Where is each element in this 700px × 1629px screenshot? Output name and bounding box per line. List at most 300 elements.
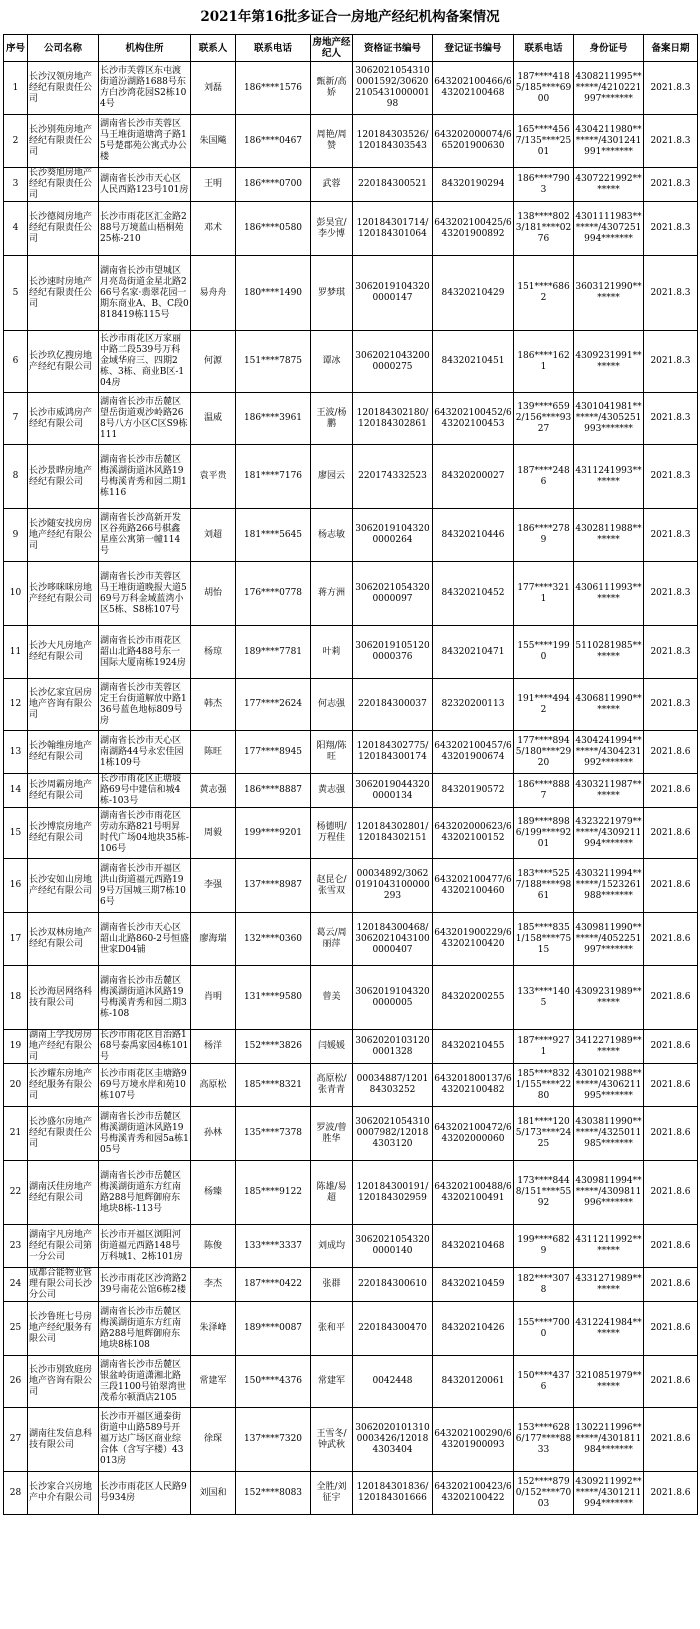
cell-no: 24 — [4, 1268, 28, 1302]
cell-agent-phone: 155****1990 — [514, 626, 574, 679]
table-row — [4, 966, 698, 1030]
cell-no: 1 — [4, 62, 28, 115]
cell-address: 湖南省长沙市望城区月亮岛街道金星北路266号名家·翡翠花园一期东商业A、B、C段0818419栋115号 — [99, 256, 191, 331]
cell-no: 27 — [4, 1408, 28, 1472]
table-row — [4, 445, 698, 509]
cell-company: 长沙海居网络科技有限公司 — [28, 966, 99, 1030]
cell-reg: 643202100466/643202100468 — [433, 62, 514, 115]
cell-address: 长沙市开福区通泰街街道中山路589号开福万达广场区商业综合体（含写字楼）43013房 — [99, 1408, 191, 1472]
cell-address: 湖南省长沙市岳麓区银盆岭街道潇湘北路三段1100号铂翠湾世茂希尔顿酒店2105 — [99, 1356, 191, 1408]
cell-no: 21 — [4, 1107, 28, 1161]
cell-company: 湖南上学找房房地产经纪有限公司 — [28, 1030, 99, 1064]
cell-phone: 185****9122 — [236, 1161, 311, 1225]
cell-agent: 黄志强 — [311, 774, 353, 808]
cell-company: 长沙德阅房地产经纪有限责任公司 — [28, 202, 99, 256]
cell-agent-phone: 181****1205/173****2425 — [514, 1107, 574, 1161]
cell-contact: 肖明 — [191, 966, 236, 1030]
cell-reg: 643202000623/643202100152 — [433, 808, 514, 859]
cell-contact: 邓术 — [191, 202, 236, 256]
cell-id: 4308211995*******/4210221997******* — [574, 62, 644, 115]
cell-phone: 189****7781 — [236, 626, 311, 679]
cell-no: 19 — [4, 1030, 28, 1064]
cell-date: 2021.8.3 — [644, 168, 698, 202]
cell-agent: 谭冰 — [311, 331, 353, 393]
table-row — [4, 1268, 698, 1302]
cell-no: 12 — [4, 679, 28, 731]
table-row — [4, 256, 698, 331]
cell-agent: 蒋方洲 — [311, 562, 353, 626]
table-row — [4, 509, 698, 562]
cell-contact: 刘国和 — [191, 1472, 236, 1515]
cell-company: 湖南沃佳房地产经纪有限公司 — [28, 1161, 99, 1225]
cell-id: 4311241993******* — [574, 445, 644, 509]
cell-agent: 罗梦琪 — [311, 256, 353, 331]
cell-address: 湖南省长沙市天心区人民西路123号101房 — [99, 168, 191, 202]
cell-agent-phone: 139****6592/156****9327 — [514, 393, 574, 445]
cell-phone: 177****8945 — [236, 731, 311, 774]
cell-no: 17 — [4, 913, 28, 966]
cell-agent: 刘成均 — [311, 1225, 353, 1268]
cell-no: 23 — [4, 1225, 28, 1268]
cell-contact: 袁平贵 — [191, 445, 236, 509]
table-row — [4, 1030, 698, 1064]
cell-date: 2021.8.6 — [644, 859, 698, 913]
cell-phone: 137****7320 — [236, 1408, 311, 1472]
cell-id: 4304211980*******/4301241991******* — [574, 115, 644, 168]
cell-agent: 全胜/刘征宇 — [311, 1472, 353, 1515]
cell-date: 2021.8.6 — [644, 731, 698, 774]
cell-company: 长沙汉领房地产经纪有限责任公司 — [28, 62, 99, 115]
cell-agent-phone: 199****6829 — [514, 1225, 574, 1268]
cell-reg: 643202000074/665201900630 — [433, 115, 514, 168]
cell-date: 2021.8.3 — [644, 562, 698, 626]
cell-id: 4301041981*******/4305251993******* — [574, 393, 644, 445]
cell-agent-phone: 186****2789 — [514, 509, 574, 562]
cell-company: 湖南往发信息科技有限公司 — [28, 1408, 99, 1472]
header-phone: 联系电话 — [236, 35, 311, 62]
cell-cert: 120184302775/120184300174 — [353, 731, 433, 774]
cell-company: 长沙双林房地产经纪有限公司 — [28, 913, 99, 966]
cell-contact: 易舟舟 — [191, 256, 236, 331]
header-agent-phone: 联系电话 — [514, 35, 574, 62]
table-row — [4, 115, 698, 168]
cell-agent: 陈雄/易超 — [311, 1161, 353, 1225]
cell-date: 2021.8.6 — [644, 1161, 698, 1225]
table-row — [4, 1107, 698, 1161]
cell-address: 湖南省长沙市芙蓉区定王台街道解放中路136号蓝色地标809号房 — [99, 679, 191, 731]
cell-date: 2021.8.3 — [644, 256, 698, 331]
cell-no: 4 — [4, 202, 28, 256]
cell-agent: 张群 — [311, 1268, 353, 1302]
cell-cert: 30620210543100001592/30620210543100000198 — [353, 62, 433, 115]
cell-company: 长沙周霸房地产经纪有限公司 — [28, 774, 99, 808]
cell-agent: 常建军 — [311, 1356, 353, 1408]
table-row — [4, 393, 698, 445]
cell-contact: 杨臻 — [191, 1161, 236, 1225]
cell-address: 长沙市雨花区正塘坡路69号中建信和城4栋-103号 — [99, 774, 191, 808]
cell-phone: 186****0580 — [236, 202, 311, 256]
cell-contact: 杨洋 — [191, 1030, 236, 1064]
cell-date: 2021.8.3 — [644, 115, 698, 168]
cell-company: 长沙大凡房地产经纪有限公司 — [28, 626, 99, 679]
cell-company: 长沙安如山房地产经纪有限公司 — [28, 859, 99, 913]
cell-date: 2021.8.6 — [644, 1030, 698, 1064]
cell-no: 11 — [4, 626, 28, 679]
cell-date: 2021.8.6 — [644, 1408, 698, 1472]
cell-agent: 周艳/周赞 — [311, 115, 353, 168]
cell-address: 长沙市雨花区万家丽中路二段539号万科金域华府三、四期2栋、3栋、商业B区-104房 — [99, 331, 191, 393]
cell-agent-phone: 151****6862 — [514, 256, 574, 331]
cell-phone: 151****7875 — [236, 331, 311, 393]
cell-no: 28 — [4, 1472, 28, 1515]
cell-cert: 30620210432000000275 — [353, 331, 433, 393]
cell-company: 长沙市威鸿房产经纪有限公司 — [28, 393, 99, 445]
cell-agent: 曾美 — [311, 966, 353, 1030]
cell-company: 长沙玖亿搜房地产经纪有限公司 — [28, 331, 99, 393]
cell-reg: 84320210471 — [433, 626, 514, 679]
cell-id: 4306811990******* — [574, 679, 644, 731]
cell-reg: 84320210459 — [433, 1268, 514, 1302]
cell-phone: 180****1490 — [236, 256, 311, 331]
cell-contact: 韩杰 — [191, 679, 236, 731]
cell-phone: 187****0422 — [236, 1268, 311, 1302]
cell-reg: 643202100290/643201900093 — [433, 1408, 514, 1472]
cell-cert: 30620201031200001328 — [353, 1030, 433, 1064]
cell-no: 16 — [4, 859, 28, 913]
cell-reg: 84320190294 — [433, 168, 514, 202]
header-reg: 登记证书编号 — [433, 35, 514, 62]
cell-agent-phone: 152****8790/152****7003 — [514, 1472, 574, 1515]
cell-agent-phone: 138****8023/181****0276 — [514, 202, 574, 256]
cell-address: 湖南省长沙市开福区洪山街道福元西路199号万国城三期7栋106号 — [99, 859, 191, 913]
cell-agent-phone: 173****8448/151****5592 — [514, 1161, 574, 1225]
cell-agent: 高原松/张青青 — [311, 1064, 353, 1107]
cell-agent: 王雪冬/钟武秋 — [311, 1408, 353, 1472]
cell-id: 4301111983*******/4307251994******* — [574, 202, 644, 256]
cell-cert: 30620191051200000376 — [353, 626, 433, 679]
cell-reg: 643201800137/643202100482 — [433, 1064, 514, 1107]
cell-id: 4309231989******* — [574, 966, 644, 1030]
cell-company: 长沙翰维房地产经纪有限公司 — [28, 731, 99, 774]
cell-agent-phone: 189****8986/199****9201 — [514, 808, 574, 859]
header-id: 身份证号 — [574, 35, 644, 62]
cell-company: 长沙随安找房房地产经纪有限公司 — [28, 509, 99, 562]
table-row — [4, 62, 698, 115]
cell-cert: 30620191043200000147 — [353, 256, 433, 331]
cell-reg: 643201900229/643202100420 — [433, 913, 514, 966]
cell-contact: 李杰 — [191, 1268, 236, 1302]
cell-contact: 杨琼 — [191, 626, 236, 679]
cell-contact: 周毅 — [191, 808, 236, 859]
cell-company: 长沙市别致庭房地产咨询有限公司 — [28, 1356, 99, 1408]
cell-id: 4311211992******* — [574, 1225, 644, 1268]
cell-id: 4312241984******* — [574, 1302, 644, 1356]
cell-id: 3412271989******* — [574, 1030, 644, 1064]
cell-reg: 84320210451 — [433, 331, 514, 393]
cell-cert: 120184302180/120184302861 — [353, 393, 433, 445]
cell-date: 2021.8.3 — [644, 679, 698, 731]
cell-id: 4303211994*******/1523261988******* — [574, 859, 644, 913]
cell-company: 长沙博宸房地产经纪有限公司 — [28, 808, 99, 859]
cell-reg: 643202100457/643201900674 — [433, 731, 514, 774]
cell-no: 25 — [4, 1302, 28, 1356]
cell-cert: 00034887/120184303252 — [353, 1064, 433, 1107]
cell-reg: 643202100477/643202100460 — [433, 859, 514, 913]
table-row — [4, 731, 698, 774]
cell-id: 4303211987******* — [574, 774, 644, 808]
cell-contact: 高原松 — [191, 1064, 236, 1107]
cell-contact: 朱泽峰 — [191, 1302, 236, 1356]
cell-cert: 30620191043200000264 — [353, 509, 433, 562]
cell-address: 长沙市开福区浏阳河街道福元西路148号万科城1、2栋101房 — [99, 1225, 191, 1268]
cell-agent: 廖园云 — [311, 445, 353, 509]
cell-cert: 220184300521 — [353, 168, 433, 202]
cell-id: 4309811990*******/4052251997******* — [574, 913, 644, 966]
cell-phone: 131****9580 — [236, 966, 311, 1030]
cell-agent-phone: 186****1621 — [514, 331, 574, 393]
cell-company: 长沙家合兴房地产中介有限公司 — [28, 1472, 99, 1515]
cell-address: 长沙市芙蓉区东屯渡街道汾湖路1688号东方白沙湾花园S2栋104号 — [99, 62, 191, 115]
cell-date: 2021.8.3 — [644, 626, 698, 679]
cell-no: 13 — [4, 731, 28, 774]
cell-date: 2021.8.6 — [644, 913, 698, 966]
cell-id: 4307221992******* — [574, 168, 644, 202]
table-row — [4, 1225, 698, 1268]
cell-cert: 30620210543100007982/120184303120 — [353, 1107, 433, 1161]
cell-contact: 孙林 — [191, 1107, 236, 1161]
page-title: 2021年第16批多证合一房地产经纪机构备案情况 — [200, 9, 500, 25]
cell-agent: 彭昊宜/李少博 — [311, 202, 353, 256]
cell-phone: 186****0467 — [236, 115, 311, 168]
cell-reg: 84320210452 — [433, 562, 514, 626]
cell-date: 2021.8.3 — [644, 393, 698, 445]
cell-agent-phone: 185****8351/158****7515 — [514, 913, 574, 966]
cell-id: 4302811988******* — [574, 509, 644, 562]
cell-cert: 120184300191/120184302959 — [353, 1161, 433, 1225]
cell-company: 湖南宇凡房地产经纪有限公司第一分公司 — [28, 1225, 99, 1268]
header-agent: 房地产经纪人 — [311, 35, 353, 62]
cell-agent-phone: 133****1405 — [514, 966, 574, 1030]
cell-phone: 181****7176 — [236, 445, 311, 509]
cell-reg: 84320190572 — [433, 774, 514, 808]
header-company: 公司名称 — [28, 35, 99, 62]
table-row — [4, 808, 698, 859]
cell-agent-phone: 177****8945/180****2920 — [514, 731, 574, 774]
cell-no: 8 — [4, 445, 28, 509]
cell-agent-phone: 155****7000 — [514, 1302, 574, 1356]
table-row — [4, 1472, 698, 1515]
cell-date: 2021.8.6 — [644, 966, 698, 1030]
cell-agent-phone: 186****8887 — [514, 774, 574, 808]
table-row — [4, 331, 698, 393]
cell-contact: 朱国飚 — [191, 115, 236, 168]
cell-company: 长沙盛尔房地产经纪有限责任公司 — [28, 1107, 99, 1161]
cell-phone: 135****7378 — [236, 1107, 311, 1161]
cell-date: 2021.8.6 — [644, 774, 698, 808]
cell-id: 4331271989******* — [574, 1268, 644, 1302]
cell-address: 湖南省长沙高新开发区谷苑路266号棋鑫星座公寓第一幢114号 — [99, 509, 191, 562]
cell-cert: 30620191043200000005 — [353, 966, 433, 1030]
cell-contact: 徐琛 — [191, 1408, 236, 1472]
cell-company: 长沙速时房地产经纪有限责任公司 — [28, 256, 99, 331]
cell-date: 2021.8.3 — [644, 445, 698, 509]
cell-reg: 84320210429 — [433, 256, 514, 331]
cell-date: 2021.8.3 — [644, 509, 698, 562]
cell-no: 20 — [4, 1064, 28, 1107]
cell-no: 5 — [4, 256, 28, 331]
cell-agent: 王波/杨鹏 — [311, 393, 353, 445]
cell-id: 3210851979******* — [574, 1356, 644, 1408]
cell-contact: 陈俊 — [191, 1225, 236, 1268]
cell-reg: 643202100488/643202100491 — [433, 1161, 514, 1225]
cell-reg: 82320200113 — [433, 679, 514, 731]
cell-no: 15 — [4, 808, 28, 859]
cell-cert: 220174332523 — [353, 445, 433, 509]
cell-no: 10 — [4, 562, 28, 626]
cell-phone: 186****8887 — [236, 774, 311, 808]
cell-cert: 120184301714/120184301064 — [353, 202, 433, 256]
cell-reg: 84320210446 — [433, 509, 514, 562]
cell-agent-phone: 165****4567/135****2501 — [514, 115, 574, 168]
cell-agent: 张和平 — [311, 1302, 353, 1356]
cell-phone: 181****5645 — [236, 509, 311, 562]
cell-agent-phone: 187****9271 — [514, 1030, 574, 1064]
cell-reg: 84320200027 — [433, 445, 514, 509]
cell-contact: 刘磊 — [191, 62, 236, 115]
cell-agent-phone: 185****8321/155****2280 — [514, 1064, 574, 1107]
cell-date: 2021.8.6 — [644, 1472, 698, 1515]
cell-agent-phone: 183****5257/188****9861 — [514, 859, 574, 913]
table-row — [4, 1161, 698, 1225]
cell-no: 18 — [4, 966, 28, 1030]
cell-phone: 186****0700 — [236, 168, 311, 202]
cell-address: 长沙市雨花区自治路168号泰禹家园4栋101号 — [99, 1030, 191, 1064]
cell-reg: 643202100472/643202000060 — [433, 1107, 514, 1161]
cell-date: 2021.8.6 — [644, 1356, 698, 1408]
cell-reg: 84320210426 — [433, 1302, 514, 1356]
cell-contact: 王明 — [191, 168, 236, 202]
cell-address: 湖南省长沙市天心区韶山北路860-2号恒盛世家D04铺 — [99, 913, 191, 966]
cell-agent-phone: 153****6286/177****8833 — [514, 1408, 574, 1472]
cell-date: 2021.8.6 — [644, 1302, 698, 1356]
cell-phone: 150****4376 — [236, 1356, 311, 1408]
header-contact: 联系人 — [191, 35, 236, 62]
cell-cert: 220184300610 — [353, 1268, 433, 1302]
header-address: 机构住所 — [99, 35, 191, 62]
cell-id: 4309211992*******/4301211994******* — [574, 1472, 644, 1515]
cell-phone: 199****9201 — [236, 808, 311, 859]
cell-agent: 阳翔/陈旺 — [311, 731, 353, 774]
cell-cert: 220184300037 — [353, 679, 433, 731]
cell-date: 2021.8.6 — [644, 1268, 698, 1302]
table-row — [4, 1302, 698, 1356]
header-no: 序号 — [4, 35, 28, 62]
cell-address: 湖南省长沙市芙蓉区马王堆街道晚报大道569号万科金域蓝湾小区5栋、S8栋107号 — [99, 562, 191, 626]
table-row — [4, 168, 698, 202]
cell-cert: 30620190443200000134 — [353, 774, 433, 808]
header-cert: 资格证书编号 — [353, 35, 433, 62]
cell-phone: 186****1576 — [236, 62, 311, 115]
cell-cert: 120184301836/120184301666 — [353, 1472, 433, 1515]
cell-contact: 陈旺 — [191, 731, 236, 774]
cell-id: 4323221979*******/4309211994******* — [574, 808, 644, 859]
cell-address: 长沙市雨花区人民路9号934房 — [99, 1472, 191, 1515]
cell-no: 9 — [4, 509, 28, 562]
cell-agent-phone: 177****3211 — [514, 562, 574, 626]
cell-address: 长沙市雨花区沙湾路239号南花公馆6栋2楼 — [99, 1268, 191, 1302]
table-row — [4, 1064, 698, 1107]
cell-phone: 186****3961 — [236, 393, 311, 445]
header-date: 备案日期 — [644, 35, 698, 62]
cell-company: 长沙耀东房地产经纪服务有限公司 — [28, 1064, 99, 1107]
cell-address: 湖南省长沙市芙蓉区马王堆街道塘湾子路15号楚郡苑公寓式办公楼 — [99, 115, 191, 168]
cell-agent: 何志强 — [311, 679, 353, 731]
cell-agent-phone: 186****7903 — [514, 168, 574, 202]
cell-no: 7 — [4, 393, 28, 445]
cell-reg: 643202100423/643202100422 — [433, 1472, 514, 1515]
cell-agent: 杨德明/万程佳 — [311, 808, 353, 859]
cell-address: 湖南省长沙市岳麓区梅溪湖街道沐风路19号梅溪青秀和园二期1栋116 — [99, 445, 191, 509]
registration-table — [3, 34, 698, 1515]
cell-company: 长沙鲁班七号房地产经纪服务有限公司 — [28, 1302, 99, 1356]
cell-reg: 84320210455 — [433, 1030, 514, 1064]
cell-address: 湖南省长沙市岳麓区梅溪湖街道东方红南路288号旭辉御府东地块8栋108 — [99, 1302, 191, 1356]
cell-agent: 葛云/周丽萍 — [311, 913, 353, 966]
cell-id: 3603121990******* — [574, 256, 644, 331]
cell-agent-phone: 150****4376 — [514, 1356, 574, 1408]
cell-reg: 84320120061 — [433, 1356, 514, 1408]
cell-cert: 30620210543200000140 — [353, 1225, 433, 1268]
cell-id: 4306111993******* — [574, 562, 644, 626]
cell-reg: 643202100452/643202100453 — [433, 393, 514, 445]
cell-address: 长沙市雨花区圭塘路969号万境水岸和苑10栋107号 — [99, 1064, 191, 1107]
cell-phone: 177****2624 — [236, 679, 311, 731]
table-row — [4, 1408, 698, 1472]
cell-company: 长沙哆咪咪房地产经纪有限公司 — [28, 562, 99, 626]
cell-address: 湖南省长沙市雨花区劳动东路821号明昇时代广场04地块35栋-106号 — [99, 808, 191, 859]
cell-agent-phone: 182****3078 — [514, 1268, 574, 1302]
cell-agent: 杨志敏 — [311, 509, 353, 562]
cell-contact: 常建军 — [191, 1356, 236, 1408]
cell-id: 4301021988*******/4306211995******* — [574, 1064, 644, 1107]
cell-company: 成都合能物业管理有限公司长沙分公司 — [28, 1268, 99, 1302]
cell-agent-phone: 187****2486 — [514, 445, 574, 509]
table-row — [4, 859, 698, 913]
cell-id: 4309231991******* — [574, 331, 644, 393]
cell-id: 4309811994*******/4309811996******* — [574, 1161, 644, 1225]
cell-agent: 罗波/曾胜华 — [311, 1107, 353, 1161]
cell-no: 26 — [4, 1356, 28, 1408]
cell-address: 湖南省长沙市岳麓区梅溪湖街道东方红南路288号旭辉御府东地块8栋-113号 — [99, 1161, 191, 1225]
cell-cert: 00034892/30620191043100000293 — [353, 859, 433, 913]
cell-address: 湖南省长沙市天心区南湖路44号永宏佳园1栋109号 — [99, 731, 191, 774]
cell-id: 5110281985******* — [574, 626, 644, 679]
cell-phone: 152****8083 — [236, 1472, 311, 1515]
cell-date: 2021.8.3 — [644, 202, 698, 256]
table-row — [4, 626, 698, 679]
cell-address: 湖南省长沙市雨花区韶山北路488号东一国际大厦南栋1924房 — [99, 626, 191, 679]
cell-agent-phone: 191****4942 — [514, 679, 574, 731]
table-row — [4, 913, 698, 966]
cell-no: 6 — [4, 331, 28, 393]
cell-no: 3 — [4, 168, 28, 202]
cell-date: 2021.8.6 — [644, 1225, 698, 1268]
table-row — [4, 562, 698, 626]
cell-id: 4304241994*******/4304231992******* — [574, 731, 644, 774]
cell-agent: 甄新/高娇 — [311, 62, 353, 115]
cell-address: 长沙市雨花区汇金路288号万境蓝山梧桐苑25栋-210 — [99, 202, 191, 256]
cell-agent: 赵昆仑/张雪双 — [311, 859, 353, 913]
